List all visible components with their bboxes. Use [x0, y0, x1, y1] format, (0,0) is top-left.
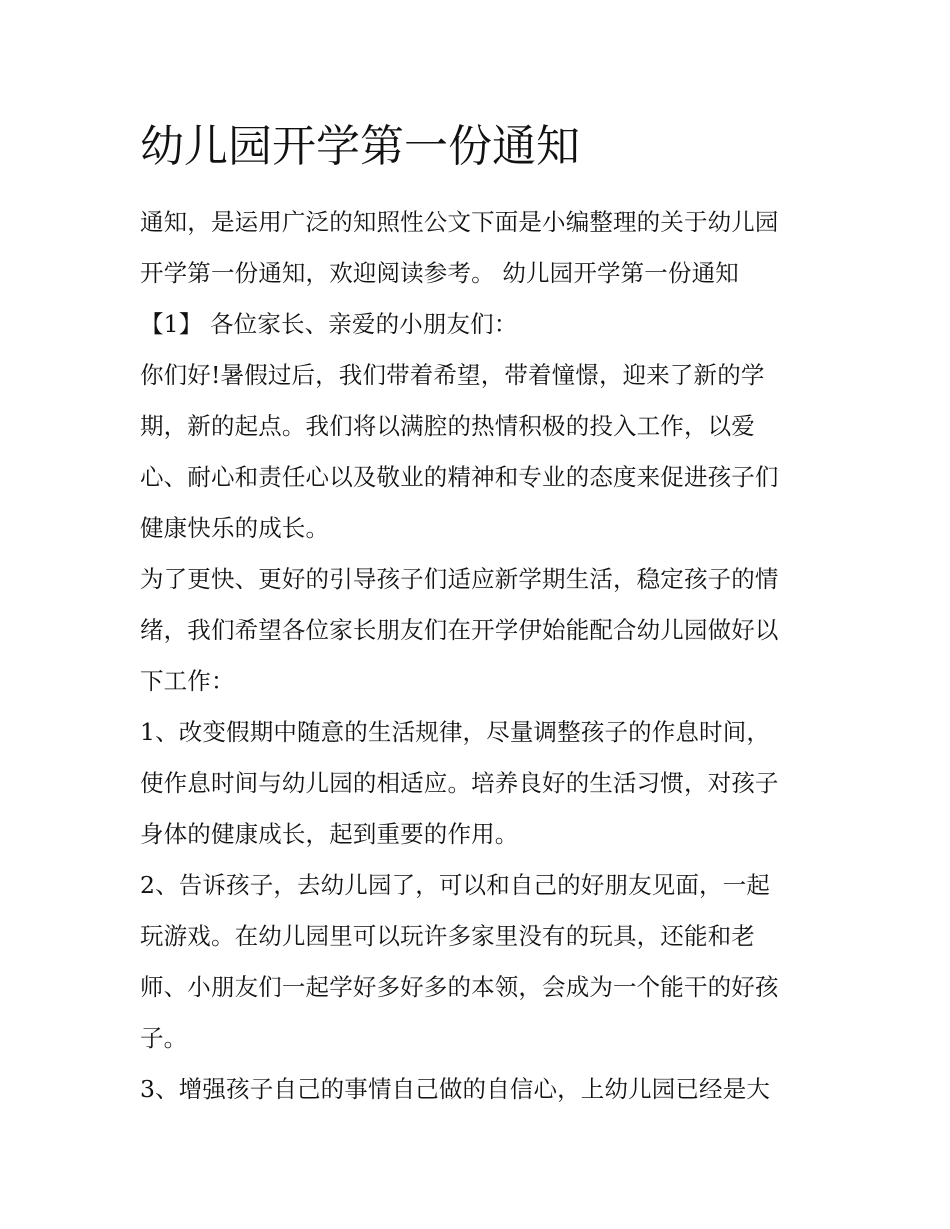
body-line: 下工作： [140, 667, 235, 695]
body-line: 【1】 各位家长、亲爱的小朋友们： [140, 310, 518, 338]
body-line: 2、告诉孩子，去幼儿园了，可以和自己的好朋友见面，一起 [140, 871, 771, 899]
body-line: 健康快乐的成长。 [140, 514, 330, 542]
body-line: 你们好!暑假过后，我们带着希望，带着憧憬，迎来了新的学 [140, 361, 765, 389]
body-line: 师、小朋友们一起学好多好多的本领，会成为一个能干的好孩 [140, 973, 779, 1001]
body-line: 通知，是运用广泛的知照性公文下面是小编整理的关于幼儿园 [140, 208, 779, 236]
body-line: 期，新的起点。我们将以满腔的热情积极的投入工作，以爱 [140, 412, 755, 440]
body-line: 子。 [140, 1024, 188, 1052]
body-line: 为了更快、更好的引导孩子们适应新学期生活，稳定孩子的情 [140, 565, 779, 593]
body-line: 心、耐心和责任心以及敬业的精神和专业的态度来促进孩子们 [140, 463, 779, 491]
body-line: 3、增强孩子自己的事情自己做的自信心，上幼儿园已经是大 [140, 1075, 771, 1103]
body-line: 玩游戏。在幼儿园里可以玩许多家里没有的玩具，还能和老 [140, 922, 755, 950]
document-title: 幼儿园开学第一份通知 [140, 121, 580, 172]
body-line: 绪，我们希望各位家长朋友们在开学伊始能配合幼儿园做好以 [140, 616, 779, 644]
body-line: 身体的健康成长，起到重要的作用。 [140, 820, 519, 848]
body-line: 开学第一份通知，欢迎阅读参考。 幼儿园开学第一份通知 [140, 259, 739, 287]
body-line: 1、改变假期中随意的生活规律，尽量调整孩子的作息时间， [140, 718, 771, 746]
body-line: 使作息时间与幼儿园的相适应。培养良好的生活习惯，对孩子 [140, 769, 779, 797]
